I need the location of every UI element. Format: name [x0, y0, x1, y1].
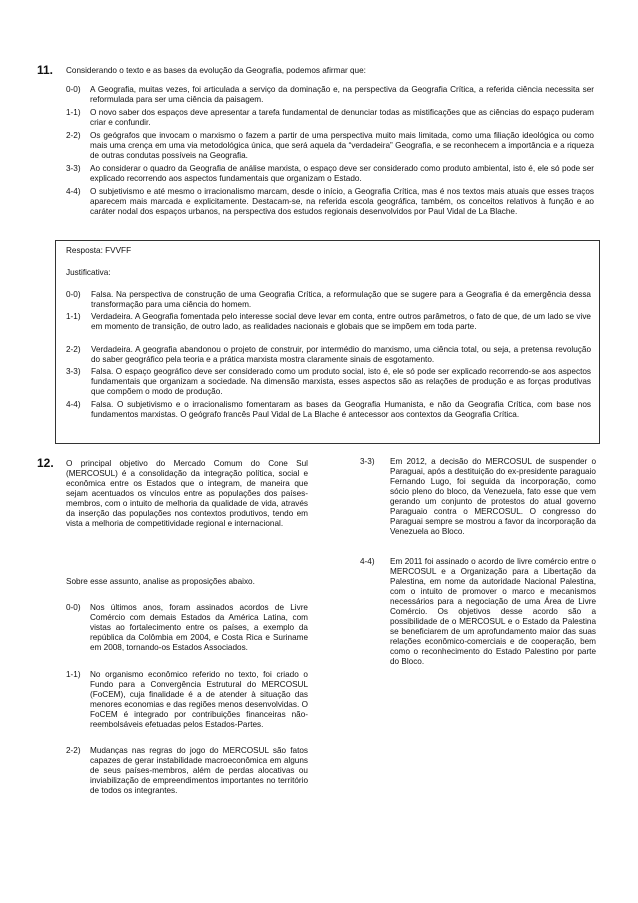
item-label: 1-1) [66, 108, 81, 117]
question-11-number: 11. [37, 63, 54, 77]
item-label: 2-2) [66, 746, 81, 755]
answer-item-4 [66, 400, 591, 420]
item-label: 1-1) [66, 670, 81, 679]
item-text: Falsa. O subjetivismo e o irracionalismo fomentaram as bases da Geografia Humanista, e não da Geografia Crítica, com base nos fundamentos marxistas. O geógrafo francês Paul Vidal de La Blache é antecessor aos contextos da Geografia Crítica. [91, 400, 591, 419]
q11-item-2 [66, 131, 594, 161]
item-label: 3-3) [66, 367, 81, 376]
answer-item-2 [66, 345, 591, 365]
q11-item-0 [66, 85, 594, 105]
item-text: Ao considerar o quadro da Geografia de análise marxista, o espaço deve ser considerado como produto ambiental, isto é, ele só pode ser explicado recorrendo aos aspectos fundamentais que organizam o Estado. [90, 164, 594, 183]
answer-justificativa-label: Justificativa: [66, 268, 111, 277]
q12-item-1 [66, 670, 308, 730]
item-label: 4-4) [66, 400, 81, 409]
item-text: Falsa. Na perspectiva de construção de uma Geografia Crítica, a reformulação que se sugere para a Geografia é da emergência dessa transformação para uma ciência do homem. [91, 290, 591, 309]
answer-resposta: Resposta: FVVFF [66, 246, 132, 255]
item-text: Em 2012, a decisão do MERCOSUL de suspender o Paraguai, após a destituição do ex-presidente paraguaio Fernando Lugo, foi seguida da incorporação, como sócio pleno do bloco, da Venezuela, fato esse que vem gerando um conjunto de protestos do atual governo Paraguaio contra o MERCOSUL. O congresso do Paraguai sempre se mostrou a favor da incorporação da Venezuela ao Bloco. [390, 457, 596, 536]
question-11-stem: Considerando o texto e as bases da evolução da Geografia, podemos afirmar que: [66, 66, 366, 75]
answer-item-0 [66, 290, 591, 310]
item-text: Em 2011 foi assinado o acordo de livre comércio entre o MERCOSUL e a Organização para a Libertação da Palestina, em nome da autoridade Nacional Palestina, com o intuito de promover o marco e mecanismos necessários para a negociação de uma Área de Livre Comércio. Os objetivos desse acordo são a possibilidade de o MERCOSUL e o Estado da Palestina se beneficiarem de um aprofundamento maior das suas relações econômico-comerciais e de cooperação, bem como o reconhecimento do Estado Palestino por parte do Bloco. [390, 557, 596, 666]
item-label: 3-3) [360, 457, 375, 466]
item-label: 0-0) [66, 290, 81, 299]
item-label: 4-4) [360, 557, 375, 566]
item-label: 1-1) [66, 312, 81, 321]
item-label: 0-0) [66, 85, 81, 94]
item-text: O novo saber dos espaços deve apresentar a tarefa fundamental de denunciar todas as mistificações que as ciências do espaço puderam criar e confundir. [90, 108, 594, 127]
item-text: Nos últimos anos, foram assinados acordos de Livre Comércio com demais Estados da América Latina, com vistas ao fortalecimento entre os países, a exemplo da república da Colômbia em 2004, e Costa Rica e Suriname em 2008, tornando-os Estados Associados. [90, 603, 308, 652]
item-label: 2-2) [66, 345, 81, 354]
item-text: A Geografia, muitas vezes, foi articulada a serviço da dominação e, na perspectiva da Geografia Crítica, a referida ciência necessita ser reformulada para ser uma ciência da paisagem. [90, 85, 594, 104]
item-text: Verdadeira. A Geografia fomentada pelo interesse social deve levar em conta, entre outros parâmetros, o fato de que, de um lado se vive em momento de transição, de outro lado, as realidades nacionais e globais que se impõem em toda parte. [91, 312, 591, 331]
q12-item-3 [360, 457, 596, 537]
q11-item-1 [66, 108, 594, 128]
item-text: O subjetivismo e até mesmo o irracionalismo marcam, desde o início, a Geografia Crítica, mas é nos textos mais atuais que esses traços aparecem mais marcada e explicitamente. Destacam-se, na referida escola geográfica, também, os conceitos relativos à função e ao caráter nodal dos espaços urbanos, na perspectiva dos estudos regionais desenvolvidos por Paul Vidal de La Blache. [90, 187, 594, 216]
item-text: Falsa. O espaço geográfico deve ser considerado como um produto social, isto é, ele só pode ser explicado recorrendo-se aos aspectos fundamentais que organizam a sociedade. Na dimensão marxista, esses aspectos são as relações de produção e as forças produtivas que compõem o modo de produção. [91, 367, 591, 396]
q12-item-4 [360, 557, 596, 667]
item-text: Os geógrafos que invocam o marxismo o fazem a partir de uma perspectiva muito mais limitada, como uma filiação ideológica ou como mais uma crença em uma via metodológica única, que será aquela da “verdadeira” Geografia, e se reconhecem a importância e a riqueza de outras condutas possíveis na Geografia. [90, 131, 594, 160]
item-text: Mudanças nas regras do jogo do MERCOSUL são fatos capazes de gerar instabilidade macroeconômica em alguns de seus países-membros, além de perdas alocativas ou inviabilização de empreendimentos importantes no território de todos os integrantes. [90, 746, 308, 795]
question-12-stem: O principal objetivo do Mercado Comum do Cone Sul (MERCOSUL) é a consolidação da integração política, social e econômica entre os Estados que o integram, de maneira que sejam acentuados os vínculos entre as populações dos países-membros, com o intuito de melhoria da qualidade de vida, através da inserção das populações nos contextos produtivos, tendo em vista a melhoria de competitividade regional e internacional. [66, 459, 308, 528]
answer-item-3 [66, 367, 591, 397]
item-label: 2-2) [66, 131, 81, 140]
answer-box [55, 240, 600, 444]
item-text: Verdadeira. A geografia abandonou o projeto de construir, por intermédio do marxismo, uma ciência total, ou seja, a pretensa revolução do saber geográfico pela teoria e a prática marxista mostra claramente sinais de esgotamento. [91, 345, 591, 364]
question-12-prompt: Sobre esse assunto, analise as proposições abaixo. [66, 577, 255, 586]
q12-item-2 [66, 746, 308, 796]
q12-item-0 [66, 603, 308, 653]
answer-item-1 [66, 312, 591, 332]
item-label: 0-0) [66, 603, 81, 612]
item-text: No organismo econômico referido no texto, foi criado o Fundo para a Convergência Estrutural do MERCOSUL (FoCEM), cuja finalidade é a de atender à situação das menores economias e das regiões menos desenvolvidas. O FoCEM é integrado por contribuições financeiras não-reembolsáveis efetuadas pelos Estados-Partes. [90, 670, 308, 729]
q11-item-3 [66, 164, 594, 184]
item-label: 4-4) [66, 187, 81, 196]
q11-item-4 [66, 187, 594, 217]
item-label: 3-3) [66, 164, 81, 173]
question-12-number: 12. [37, 456, 54, 470]
